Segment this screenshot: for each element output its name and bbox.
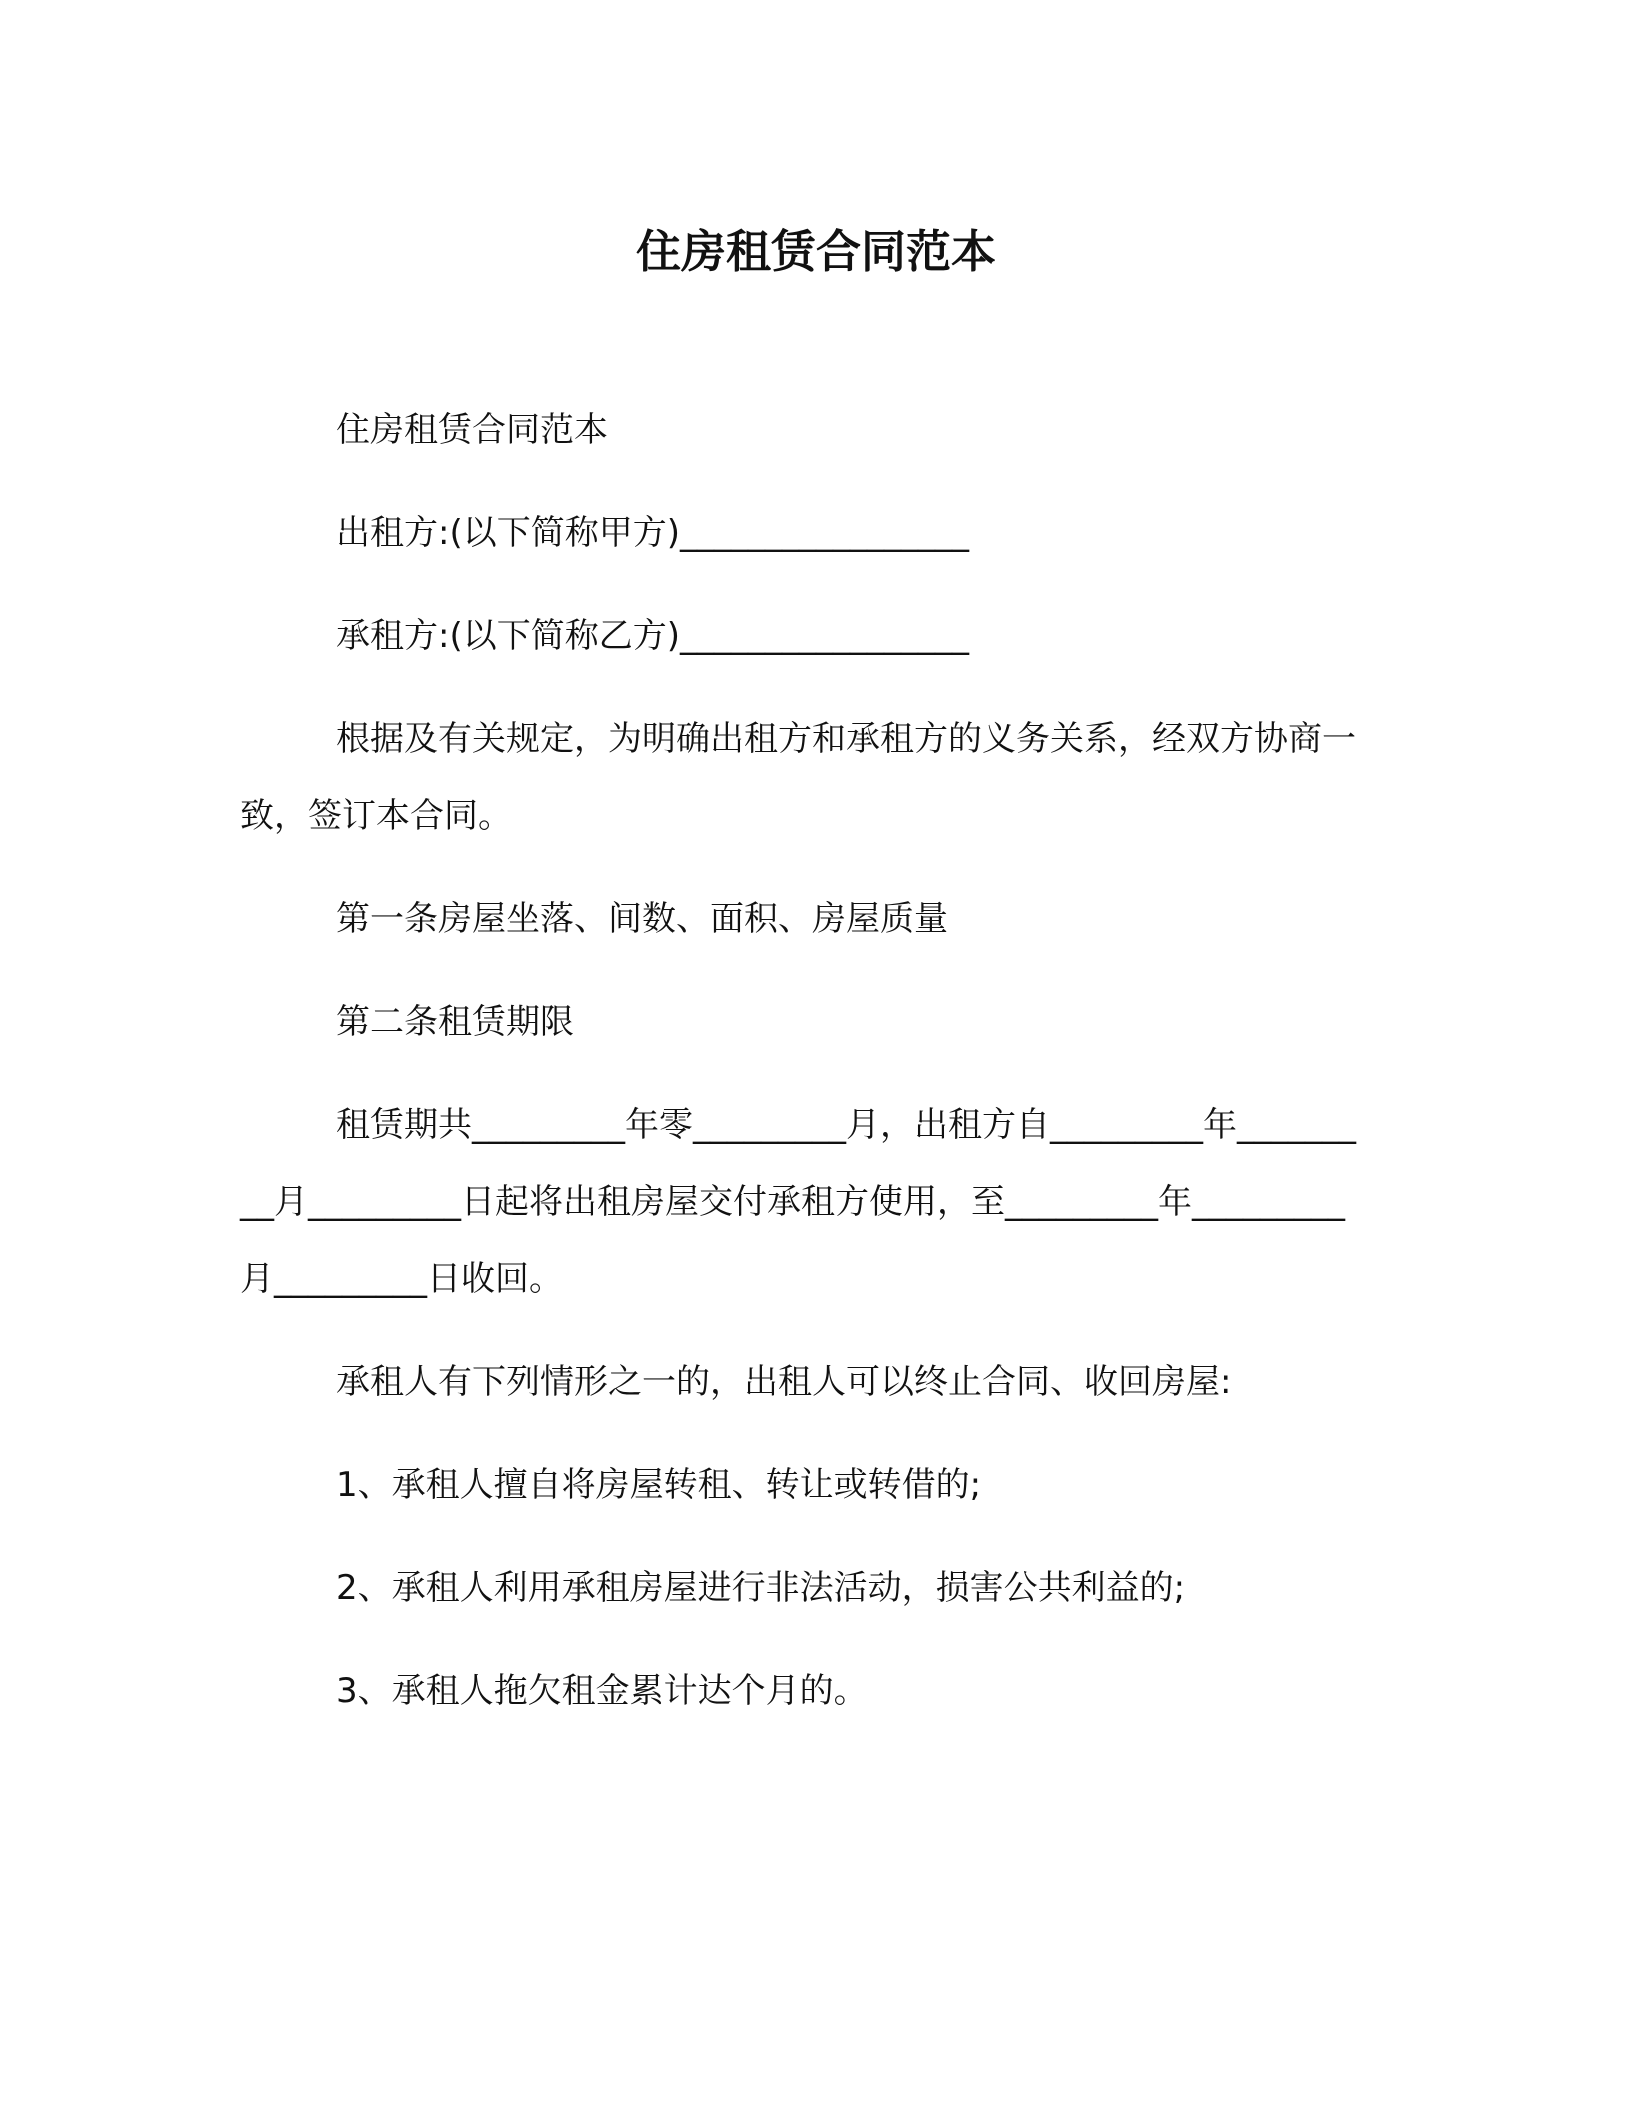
paragraph-lessee: 承租方:(以下简称乙方)_________________ [336, 616, 969, 656]
paragraph-subtitle: 住房租赁合同范本 [336, 410, 608, 450]
list-item-2: 2、承租人利用承租房屋进行非法活动，损害公共利益的; [336, 1568, 1186, 1608]
paragraph-preamble: 根据及有关规定，为明确出租方和承租方的义务关系，经双方协商一致，签订本合同。 [240, 719, 1356, 836]
list-item-1: 1、承租人擅自将房屋转租、转让或转借的; [336, 1465, 982, 1505]
paragraph-article-2: 第二条租赁期限 [336, 1002, 574, 1042]
paragraph-lessor: 出租方:(以下简称甲方)_________________ [336, 513, 969, 553]
paragraph-lease-term: 租赁期共_________年零_________月，出租方自_________年_________月_________日起将出租房屋交付承租方使用，至_________年_________月_________日收回。 [240, 1105, 1356, 1299]
paragraph-article-1: 第一条房屋坐落、间数、面积、房屋质量 [336, 899, 948, 939]
document-body [240, 392, 1370, 1756]
list-item-3: 3、承租人拖欠租金累计达个月的。 [336, 1671, 868, 1711]
document-title: 住房租赁合同范本 [635, 225, 996, 278]
paragraph-termination-intro: 承租人有下列情形之一的，出租人可以终止合同、收回房屋: [336, 1362, 1232, 1402]
